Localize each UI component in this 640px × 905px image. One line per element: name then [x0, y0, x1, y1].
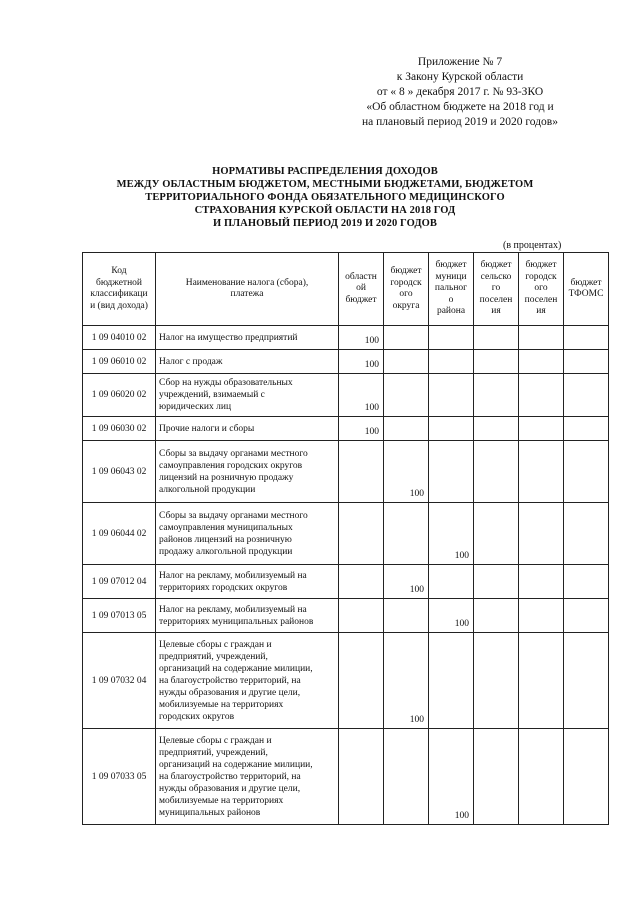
norm-tfoms-cell [564, 565, 609, 599]
norm-regional-cell [339, 441, 384, 503]
table-body [83, 326, 609, 825]
tax-name-line: на благоустройство территорий, на [159, 675, 301, 686]
document-title [95, 165, 555, 230]
norm-tfoms-cell [564, 633, 609, 729]
norm-urban-settlement-cell [519, 374, 564, 417]
tax-name-line: территориях городских округов [159, 582, 288, 593]
norm-rural-settlement-cell [474, 441, 519, 503]
tax-name-line: мобилизуемые на территориях [159, 795, 284, 806]
norm-municipal-district-cell [429, 441, 474, 503]
norm-regional-cell: 100 [339, 326, 384, 350]
header-urban-settlement [519, 253, 564, 326]
norm-municipal-district-cell [429, 326, 474, 350]
tax-name-cell [156, 599, 339, 633]
norm-city-district-cell [384, 503, 429, 565]
budget-code-cell: 1 09 06020 02 [83, 374, 156, 417]
norm-tfoms-cell [564, 503, 609, 565]
budget-code-cell: 1 09 07032 04 [83, 633, 156, 729]
budget-code-cell: 1 09 06044 02 [83, 503, 156, 565]
tax-name-line: районов лицензий на розничную [159, 534, 292, 545]
table-row [83, 503, 609, 565]
norm-rural-settlement-cell [474, 729, 519, 825]
title-line: НОРМАТИВЫ РАСПРЕДЕЛЕНИЯ ДОХОДОВ [212, 166, 438, 177]
table-row [83, 633, 609, 729]
table-row [83, 729, 609, 825]
norm-rural-settlement-cell [474, 350, 519, 374]
norm-city-district-cell [384, 326, 429, 350]
norm-urban-settlement-cell [519, 633, 564, 729]
norm-municipal-district-cell [429, 350, 474, 374]
table-row [83, 326, 609, 350]
norm-rural-settlement-cell [474, 417, 519, 441]
norm-urban-settlement-cell [519, 503, 564, 565]
norm-regional-cell: 100 [339, 417, 384, 441]
norms-table [82, 252, 609, 825]
header-name [156, 253, 339, 326]
header-line: сельско [480, 271, 512, 282]
norm-municipal-district-cell [429, 417, 474, 441]
tax-name-line: алкогольной продукции [159, 484, 256, 495]
norm-city-district-cell [384, 350, 429, 374]
header-line: ой [356, 283, 366, 294]
table-row [83, 441, 609, 503]
tax-name-line: Прочие налоги и сборы [159, 423, 255, 434]
tax-name-line: Налог на имущество предприятий [159, 332, 298, 343]
tax-name-line: организаций на содержание милиции, [159, 663, 313, 674]
norm-urban-settlement-cell [519, 729, 564, 825]
tax-name-cell [156, 565, 339, 599]
header-line: ТФОМС [568, 289, 604, 299]
tax-name-cell [156, 374, 339, 417]
tax-name-line: самоуправления муниципальных [159, 522, 293, 533]
header-line: Код [111, 266, 127, 276]
norm-municipal-district-cell: 100 [429, 599, 474, 633]
norm-regional-cell [339, 503, 384, 565]
header-line: областн [345, 271, 377, 282]
tax-name-line: нужды образования и другие цели, [159, 783, 301, 794]
norm-urban-settlement-cell [519, 417, 564, 441]
norm-regional-cell: 100 [339, 374, 384, 417]
header-line: бюджет [345, 294, 377, 305]
norm-city-district-cell [384, 417, 429, 441]
norm-regional-cell: 100 [339, 350, 384, 374]
appendix-line: от « 8 » декабря 2017 г. № 93-ЗКО [376, 86, 544, 98]
appendix-line: к Закону Курской области [396, 71, 524, 83]
table-row [83, 350, 609, 374]
tax-name-line: Налог на рекламу, мобилизуемый на [159, 570, 307, 581]
norm-tfoms-cell [564, 441, 609, 503]
header-line: и (вид дохода) [90, 300, 148, 311]
header-line: бюджет [390, 266, 422, 276]
norm-regional-cell [339, 729, 384, 825]
norm-city-district-cell: 100 [384, 565, 429, 599]
norm-urban-settlement-cell [519, 565, 564, 599]
unit-note: (в процентах) [503, 240, 562, 251]
norm-regional-cell [339, 565, 384, 599]
tax-name-line: мобилизуемые на территориях [159, 699, 284, 710]
tax-name-line: лицензий на розничную продажу [159, 472, 294, 483]
title-line: И ПЛАНОВЫЙ ПЕРИОД 2019 И 2020 ГОДОВ [212, 218, 438, 229]
tax-name-line: Сбор на нужды образовательных [159, 378, 293, 388]
header-line: бюджетной [95, 277, 142, 288]
norm-urban-settlement-cell [519, 326, 564, 350]
header-code [83, 253, 156, 326]
norm-municipal-district-cell: 100 [429, 503, 474, 565]
appendix-line: Приложение № 7 [417, 56, 503, 68]
tax-name-line: муниципальных районов [159, 807, 261, 818]
norm-tfoms-cell [564, 350, 609, 374]
norm-city-district-cell: 100 [384, 633, 429, 729]
norm-tfoms-cell [564, 374, 609, 417]
header-line: классификаци [90, 289, 148, 299]
title-line: МЕЖДУ ОБЛАСТНЫМ БЮДЖЕТОМ, МЕСТНЫМИ БЮДЖЕТАМИ, БЮДЖЕТОМ [116, 179, 534, 190]
norm-municipal-district-cell [429, 565, 474, 599]
tax-name-cell [156, 326, 339, 350]
header-line: района [436, 306, 466, 317]
budget-code-cell: 1 09 04010 02 [83, 326, 156, 350]
tax-name-line: продажу алкогольной продукции [159, 546, 293, 557]
norm-city-district-cell: 100 [384, 441, 429, 503]
header-line: о [448, 294, 454, 305]
header-line: бюджет [435, 260, 467, 271]
header-line: ого [399, 289, 413, 299]
header-line: Наименование налога (сбора), [185, 277, 309, 288]
header-line: поселен [479, 294, 513, 305]
norm-tfoms-cell [564, 417, 609, 441]
budget-code-cell: 1 09 06043 02 [83, 441, 156, 503]
budget-code-cell: 1 09 06010 02 [83, 350, 156, 374]
tax-name-line: предприятий, учреждений, [159, 747, 268, 758]
norm-urban-settlement-cell [519, 441, 564, 503]
header-rural-settlement [474, 253, 519, 326]
header-municipal-district [429, 253, 474, 326]
header-line: муници [435, 271, 467, 282]
budget-code-cell: 1 09 07013 05 [83, 599, 156, 633]
norm-tfoms-cell [564, 729, 609, 825]
header-regional [339, 253, 384, 326]
header-line: городск [390, 277, 422, 288]
tax-name-line: нужды образования и другие цели, [159, 687, 301, 698]
norm-municipal-district-cell [429, 374, 474, 417]
header-line: бюджет [525, 260, 557, 271]
tax-name-line: на благоустройство территорий, на [159, 771, 301, 782]
appendix-line: «Об областном бюджете на 2018 год и [366, 101, 554, 113]
norm-tfoms-cell [564, 326, 609, 350]
norm-rural-settlement-cell [474, 326, 519, 350]
header-line: ия [491, 306, 501, 317]
table-row [83, 599, 609, 633]
norm-rural-settlement-cell [474, 599, 519, 633]
header-line: ия [536, 306, 546, 317]
tax-name-line: Налог на рекламу, мобилизуемый на [159, 604, 307, 615]
tax-name-line: организаций на содержание милиции, [159, 759, 313, 770]
norm-rural-settlement-cell [474, 633, 519, 729]
header-tfoms [564, 253, 609, 326]
norm-rural-settlement-cell [474, 374, 519, 417]
header-line: ого [534, 283, 548, 294]
table-row [83, 417, 609, 441]
norm-city-district-cell [384, 599, 429, 633]
tax-name-cell [156, 350, 339, 374]
header-line: го [491, 283, 501, 294]
header-line: бюджет [570, 277, 602, 288]
appendix-line: на плановый период 2019 и 2020 годов» [362, 116, 558, 128]
norm-urban-settlement-cell [519, 350, 564, 374]
tax-name-cell [156, 729, 339, 825]
table-row [83, 374, 609, 417]
title-line: СТРАХОВАНИЯ КУРСКОЙ ОБЛАСТИ НА 2018 ГОД [194, 205, 456, 216]
tax-name-line: предприятий, учреждений, [159, 651, 268, 662]
norm-municipal-district-cell: 100 [429, 729, 474, 825]
tax-name-line: учреждений, взимаемый с [159, 390, 265, 400]
header-line: платежа [230, 289, 264, 299]
budget-code-cell: 1 09 07012 04 [83, 565, 156, 599]
tax-name-line: Целевые сборы с граждан и [159, 735, 272, 746]
header-line: поселен [524, 294, 558, 305]
tax-name-line: Сборы за выдачу органами местного [159, 510, 308, 521]
tax-name-cell [156, 417, 339, 441]
norm-rural-settlement-cell [474, 565, 519, 599]
tax-name-line: городских округов [159, 711, 235, 722]
tax-name-line: самоуправления городских округов [159, 460, 303, 471]
norm-city-district-cell [384, 729, 429, 825]
tax-name-line: Сборы за выдачу органами местного [159, 448, 308, 459]
norm-urban-settlement-cell [519, 599, 564, 633]
tax-name-line: территориях муниципальных районов [159, 616, 314, 627]
tax-name-line: юридических лиц [159, 402, 232, 412]
norm-regional-cell [339, 599, 384, 633]
tax-name-cell [156, 441, 339, 503]
header-line: городск [525, 271, 557, 282]
header-line: округа [392, 300, 420, 311]
header-city-district [384, 253, 429, 326]
header-row [83, 253, 609, 326]
title-line: ТЕРРИТОРИАЛЬНОГО ФОНДА ОБЯЗАТЕЛЬНОГО МЕДИЦИНСКОГО [145, 192, 505, 203]
tax-name-line: Целевые сборы с граждан и [159, 639, 272, 650]
tax-name-line: Налог с продаж [159, 356, 223, 367]
header-line: бюджет [480, 260, 512, 271]
norm-regional-cell [339, 633, 384, 729]
norm-city-district-cell [384, 374, 429, 417]
budget-code-cell: 1 09 06030 02 [83, 417, 156, 441]
tax-name-cell [156, 633, 339, 729]
header-line: пальног [434, 283, 468, 294]
norm-rural-settlement-cell [474, 503, 519, 565]
norm-municipal-district-cell [429, 633, 474, 729]
appendix-header [330, 55, 590, 130]
budget-code-cell: 1 09 07033 05 [83, 729, 156, 825]
table-row [83, 565, 609, 599]
tax-name-cell [156, 503, 339, 565]
norm-tfoms-cell [564, 599, 609, 633]
